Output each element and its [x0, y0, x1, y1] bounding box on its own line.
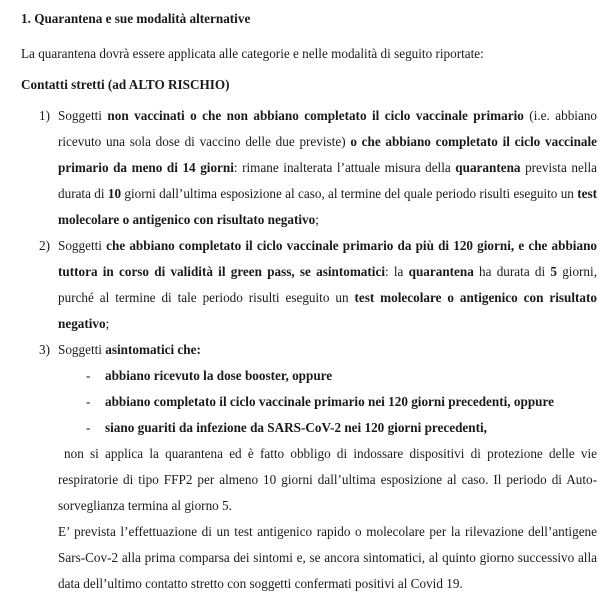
section-subheading [21, 72, 597, 98]
paragraph [21, 519, 597, 597]
list-item [21, 337, 597, 363]
page-title [21, 6, 597, 32]
paragraph-text: E’ prevista l’effettuazione di un test antigenico rapido o molecolare per la rilevazione dell’antigene Sars-Cov-2 alla prima comparsa dei sintomi e, se ancora sintomatici, al quinto giorno successivo alla data dell’ultimo contatto stretto con soggetti confermati positivi al Covid 19. [58, 524, 597, 591]
intro-paragraph [21, 41, 597, 67]
list-item-text: abbiano ricevuto la dose booster, oppure [105, 368, 333, 383]
intro-paragraph-text: La quarantena dovrà essere applicata alle categorie e nelle modalità di seguito riportate: [21, 46, 484, 61]
numbered-list [21, 103, 597, 363]
list-item [21, 103, 597, 233]
closing-paragraphs [21, 441, 597, 597]
list-item-marker: - [86, 368, 91, 383]
list-item [21, 233, 597, 337]
dashed-sub-list [21, 363, 597, 441]
list-item-text: Soggetti asintomatici che: [58, 342, 201, 357]
list-item [21, 363, 597, 389]
list-item-text: siano guariti da infezione da SARS-CoV-2 nei 120 giorni precedenti, [105, 420, 487, 435]
list-item-text: Soggetti che abbiano completato il ciclo vaccinale primario da più di 120 giorni, e che abbiano tuttora in corso di validità il green pass, se asintomatici: la quarantena ha durata di 5 giorni, purché al termine di tale periodo risulti eseguito un test molecolare o antigenico con risultato negativo; [58, 238, 597, 331]
list-item-text: abbiano completato il ciclo vaccinale primario nei 120 giorni precedenti, oppure [105, 394, 554, 409]
list-item [21, 415, 597, 441]
list-item-marker: 1) [39, 108, 50, 123]
paragraph [21, 441, 597, 519]
list-item-marker: - [86, 420, 91, 435]
list-item-marker: 2) [39, 238, 50, 253]
paragraph-text: non si applica la quarantena ed è fatto obbligo di indossare dispositivi di protezione delle vie respiratorie di tipo FFP2 per almeno 10 giorni dall’ultima esposizione al caso. Il periodo di Auto-sorveglianza termina al giorno 5. [58, 446, 597, 513]
list-item-text: Soggetti non vaccinati o che non abbiano completato il ciclo vaccinale primario (i.e. abbiano ricevuto una sola dose di vaccino delle due previste) o che abbiano completato il ciclo vaccinale primario da meno di 14 giorni: rimane inalterata l’attuale misura della quarantena prevista nella durata di 10 giorni dall’ultima esposizione al caso, al termine del quale periodo risulti eseguito un test molecolare o antigenico con risultato negativo; [58, 108, 598, 227]
list-item-marker: - [86, 394, 91, 409]
list-item-marker: 3) [39, 342, 50, 357]
page-title-text: 1. Quarantena e sue modalità alternative [21, 11, 251, 26]
spacer [21, 32, 597, 41]
list-item [21, 389, 597, 415]
section-subheading-text: Contatti stretti (ad ALTO RISCHIO) [21, 77, 230, 92]
